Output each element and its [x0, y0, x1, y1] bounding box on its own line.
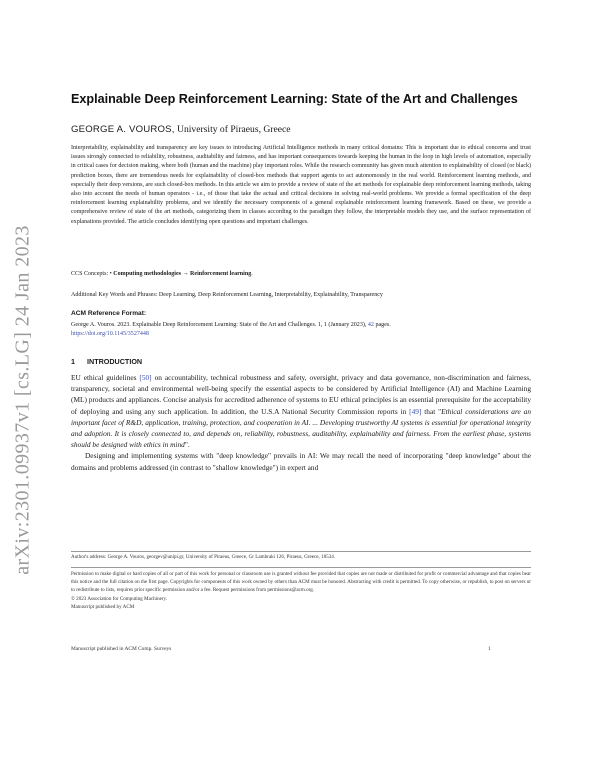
doi-link[interactable]: https://doi.org/10.1145/3527448: [71, 331, 149, 338]
author-address: Author's address: George A. Vouros, georgev@unipi.gr, University of Piraeus, Greece, Gr Lambraki 126, Piraeus, Greece, 18534.: [71, 554, 336, 560]
ccs-prefix: CCS Concepts: •: [71, 271, 112, 277]
abstract: Interpretability, explainability and transparency are key issues to introducing Artificial Intelligence methods in many critical domains: This is important due to ethical concerns and trust issues strongly connected to reliability, robustness, auditability and fairness, and has important consequences towards keeping the human in the loop in high levels of automation, especially in critical cases for decision making, where both (human and the machine) play important roles. While the research community has given much attention to explainability of closed (or black) prediction boxes, there are tremendous needs for explainability of closed-box methods that support agents to act autonomously in the real world. Reinforcement learning methods, and especially their deep versions, are such closed-box methods. In this article we aim to provide a review of state of the art methods for explainable deep reinforcement learning methods, taking also into account the needs of human operators - i.e., of those that take the actual and critical decisions in solving real-world problems. We provide a formal specification of the deep reinforcement learning explainability problems, and we identify the necessary components of a general explainable reinforcement learning framework. Based on these, we provide a comprehensive review of state of the art methods, categorizing them in classes according to the paradigm they follow, the interpretable models they use, and the surface representation of explanations provided. The article concludes identifying open questions and important challenges.: [71, 145, 531, 225]
arxiv-side-stamp: [6, 200, 40, 600]
author-name: GEORGE A. VOUROS,: [71, 124, 175, 135]
author-line: [71, 124, 531, 135]
section-title: INTRODUCTION: [87, 357, 143, 366]
intro-paragraph-2: Designing and implementing systems with "deep knowledge" prevails in AI: We may recall the need of incorporating "deep knowledge" about the domains and problems addressed (in contrast to "shallow knowledge") in expert and: [71, 451, 531, 472]
intro-text: that ": [421, 406, 442, 416]
reference-heading: ACM Reference Format:: [71, 310, 147, 317]
arxiv-identifier: arXiv:2301.09937v1 [cs.LG] 24 Jan 2023: [11, 225, 34, 575]
reference-text: George A. Vouros. 2023. Explainable Deep Reinforcement Learning: State of the Art and Challenges. 1, 1 (January 2023),: [71, 322, 367, 328]
section-number: 1: [71, 357, 75, 366]
keywords: Additional Key Words and Phrases: Deep Learning, Deep Reinforcement Learning, Interpretability, Explainability, Transparency: [71, 292, 383, 298]
pages-link[interactable]: 42: [367, 322, 374, 328]
intro-text: on accountability, technical robustness and safety, oversight, privacy and data governance, non-discrimination and fairness, transparency, societal and environmental well-being specify the essential aspects to be considered by Artificial Intelligence (AI) and Machine Learning (ML) products and appliances. Concise analysis for accredited adherence of systems to EU ethical principles is an essential prerequisite for the acceptability of deploying and using any such application. In addition, the U.S.A National Security Commission reports in: [71, 373, 531, 416]
citation-49[interactable]: [49]: [409, 406, 422, 416]
paper-title: Explainable Deep Reinforcement Learning: State of the Art and Challenges: [71, 92, 518, 106]
permission-text: Permission to make digital or hard copies of all or part of this work for personal or classroom use is granted without fee provided that copies are not made or distributed for profit or commercial advantage and that copies bear this notice and the full citation on the first page. Copyrights for components of this work owned by others than ACM must be honored. Abstracting with credit is permitted. To copy otherwise, or republish, to post on servers or to redistribute to lists, requires prior specific permission and/or a fee. Request permissions from permissions@acm.org.: [71, 571, 531, 594]
intro-text: EU ethical guidelines: [71, 373, 140, 382]
footnote-divider: [71, 551, 531, 552]
intro-text: ".: [184, 440, 190, 450]
copyright-line: © 2023 Association for Computing Machinery.: [71, 595, 168, 602]
page-number: 1: [488, 646, 491, 652]
section-heading: [71, 357, 531, 366]
intro-paragraph-1: [71, 372, 531, 450]
author-affiliation: University of Piraeus, Greece: [177, 124, 291, 135]
pages-suffix: pages.: [373, 322, 391, 328]
reference-format: [71, 321, 531, 339]
ccs-concept: Computing methodologies → Reinforcement learning: [113, 271, 252, 277]
published-line: Manuscript published by ACM: [71, 603, 135, 610]
permission-block: [71, 570, 531, 611]
ccs-concepts: [71, 270, 531, 279]
citation-50[interactable]: [50]: [139, 373, 152, 382]
running-footer: Manuscript published in ACM Comp. Surveys: [71, 646, 172, 652]
quote-italic: Ethical considerations are an important facet of R&D, application, training, protection, and cooperation in AI. ... Developing trustworthy AI systems is essential for operational integrity and adoption. It is closely connected to, and depends on, reliability, robustness, auditability, explainability and fairness. From the earliest phase, systems should be designed with ethics in mind: [71, 406, 532, 450]
introduction-body: [71, 372, 531, 473]
permission-divider: [71, 567, 531, 568]
ccs-suffix: .: [251, 271, 253, 277]
